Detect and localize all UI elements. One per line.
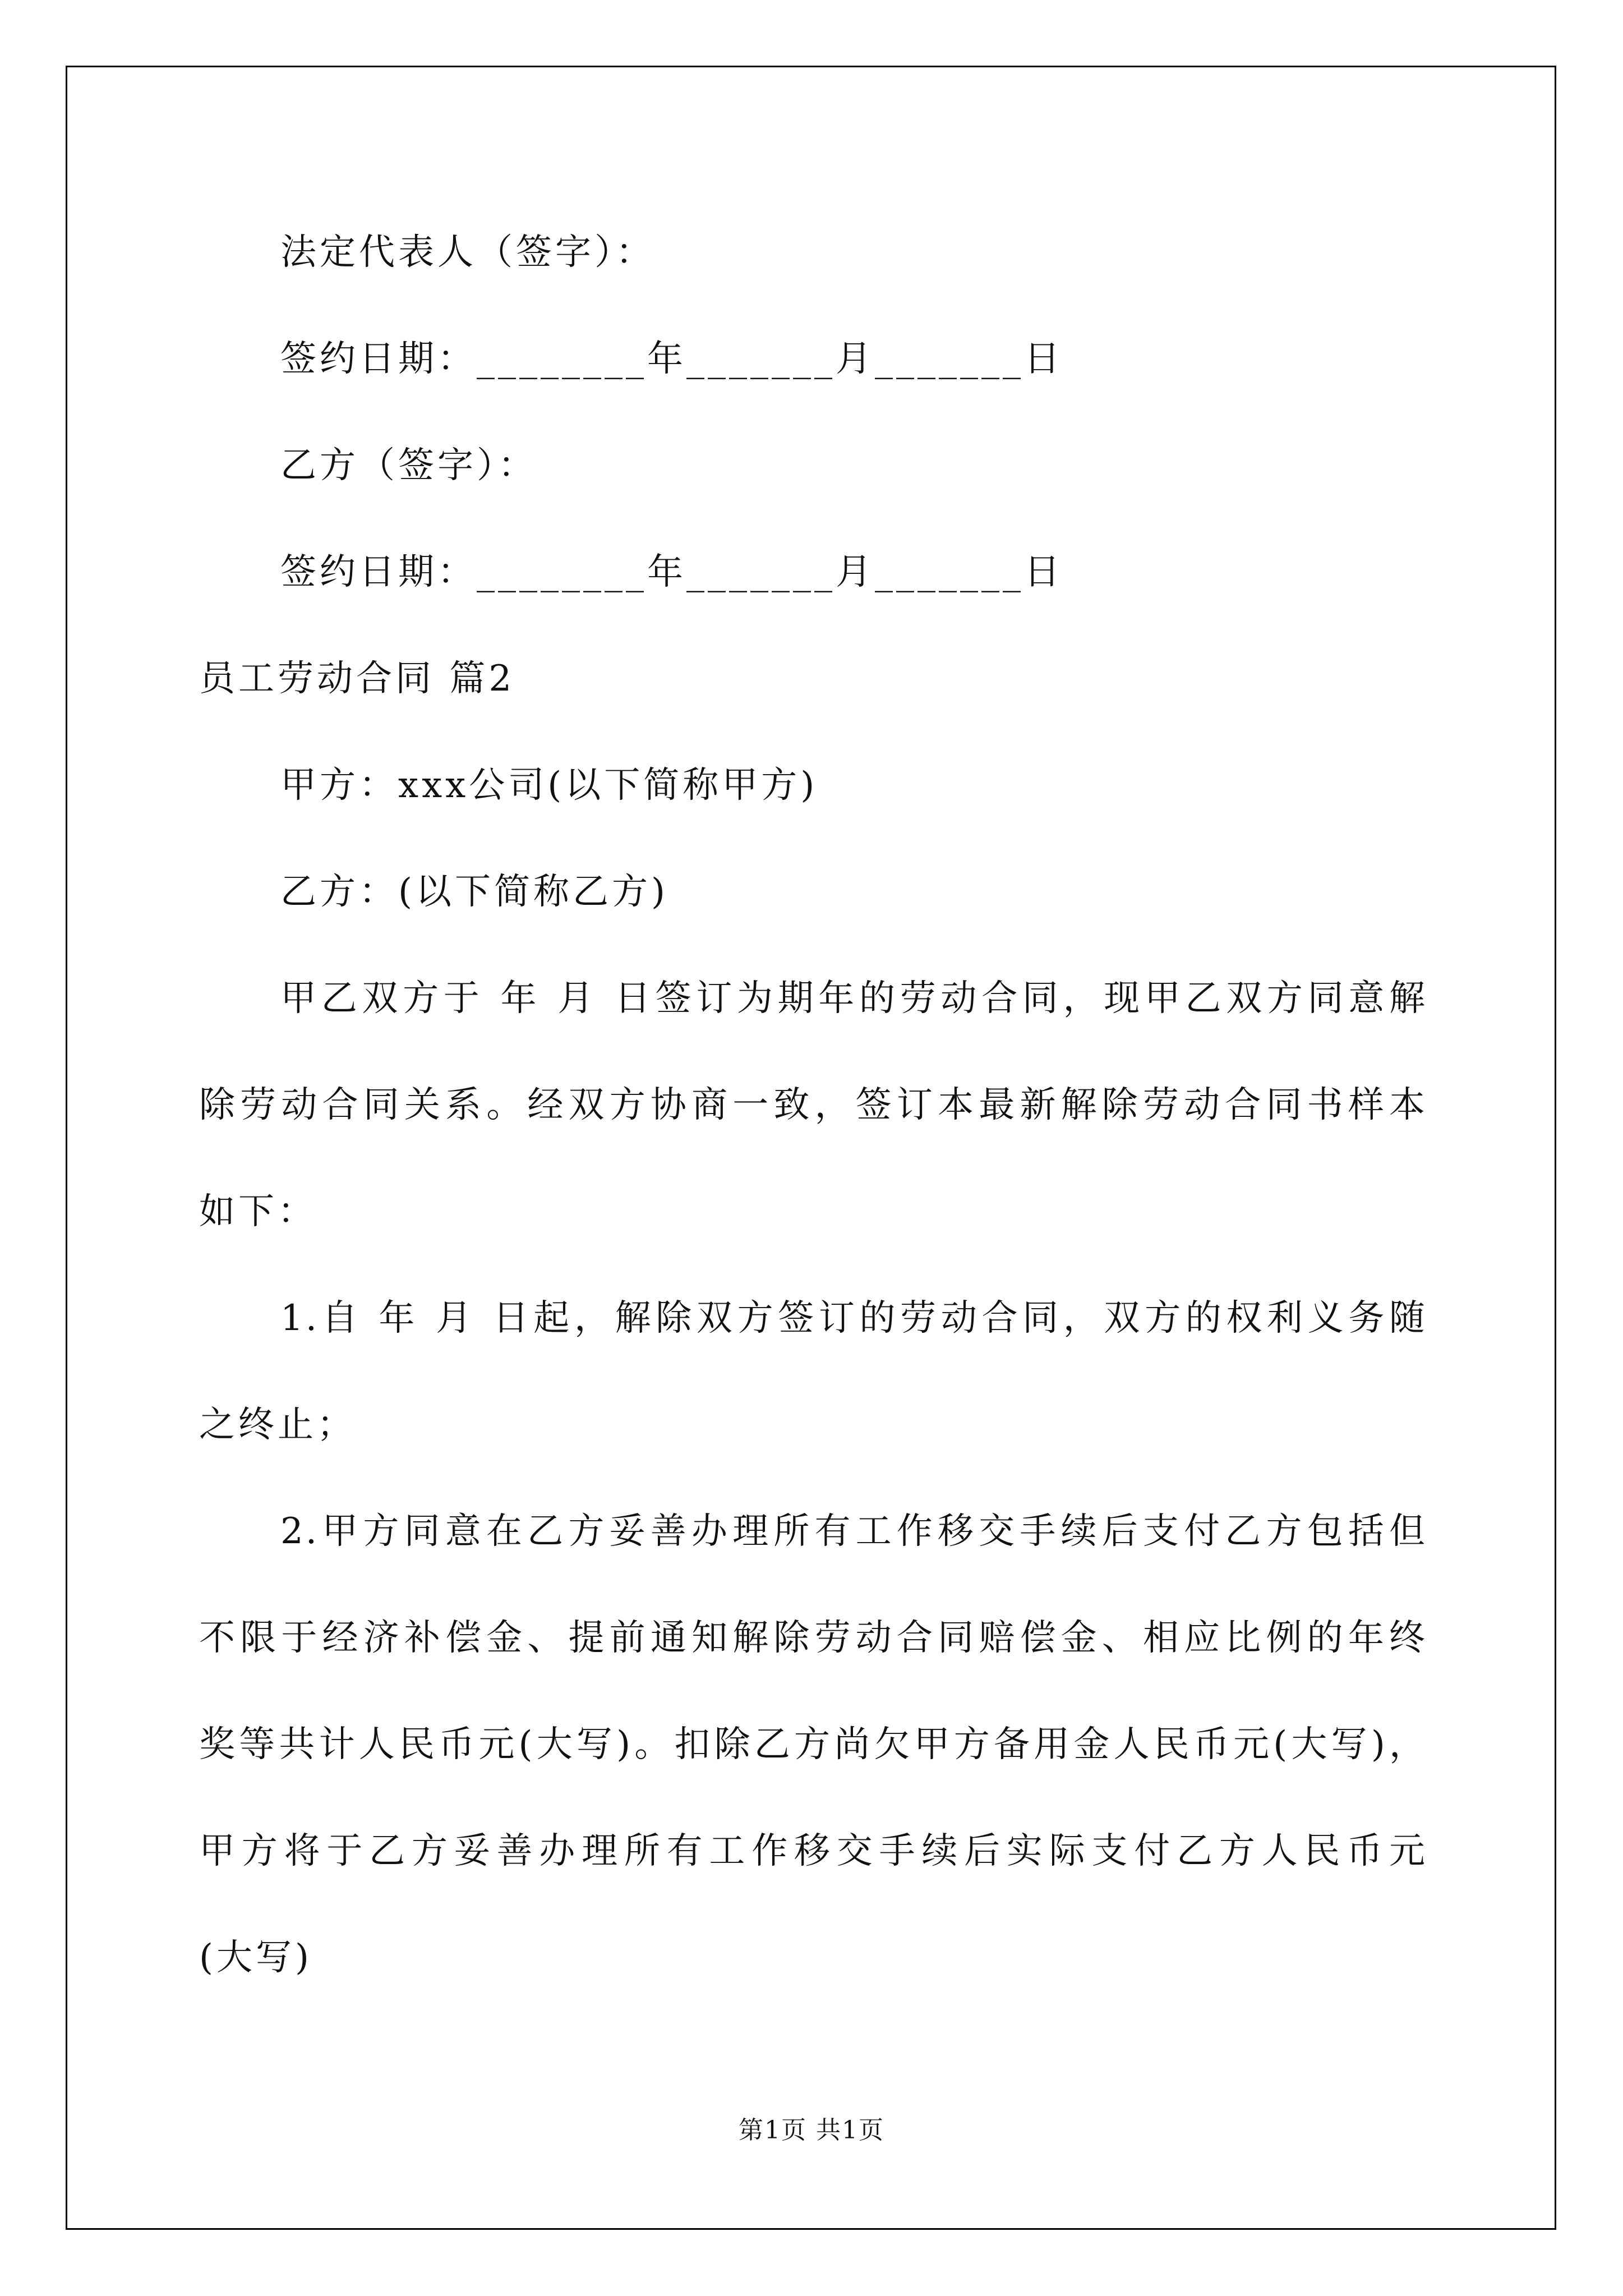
clause-1-line-1: 1.自 年 月 日起，解除双方签订的劳动合同，双方的权利义务随 (280, 1297, 1427, 1339)
party-b-signing-date-line: 签约日期：________年_______月_______日 (280, 551, 1063, 593)
clause-2-line-1: 2.甲方同意在乙方妥善办理所有工作移交手续后支付乙方包括但 (280, 1511, 1427, 1552)
page-border (66, 66, 1556, 2230)
clause-2-line-4: 甲方将于乙方妥善办理所有工作移交手续后实际支付乙方人民币元 (199, 1830, 1427, 1872)
clause-1-line-2: 之终止； (199, 1404, 356, 1446)
clause-2-line-2: 不限于经济补偿金、提前通知解除劳动合同赔偿金、相应比例的年终 (199, 1617, 1427, 1659)
clause-2-line-5: (大写) (199, 1937, 312, 1978)
party-a-signing-date-line: 签约日期：________年_______月_______日 (280, 338, 1063, 380)
page-footer: 第1页 共1页 (739, 2116, 884, 2145)
legal-rep-signature-line: 法定代表人（签字）： (280, 232, 655, 273)
section-title: 员工劳动合同 篇2 (199, 658, 515, 700)
paragraph-intro-line-1: 甲乙双方于 年 月 日签订为期年的劳动合同，现甲乙双方同意解 (280, 978, 1427, 1019)
paragraph-intro-line-3: 如下： (199, 1191, 317, 1232)
party-b-signature-line: 乙方（签字）： (280, 445, 537, 486)
clause-2-line-3: 奖等共计人民币元(大写)。扣除乙方尚欠甲方备用金人民币元(大写)， (199, 1724, 1427, 1765)
party-a-line: 甲方：xxx公司(以下简称甲方) (280, 765, 818, 806)
party-b-line: 乙方：(以下简称乙方) (280, 871, 668, 913)
paragraph-intro-line-2: 除劳动合同关系。经双方协商一致，签订本最新解除劳动合同书样本 (199, 1084, 1427, 1126)
